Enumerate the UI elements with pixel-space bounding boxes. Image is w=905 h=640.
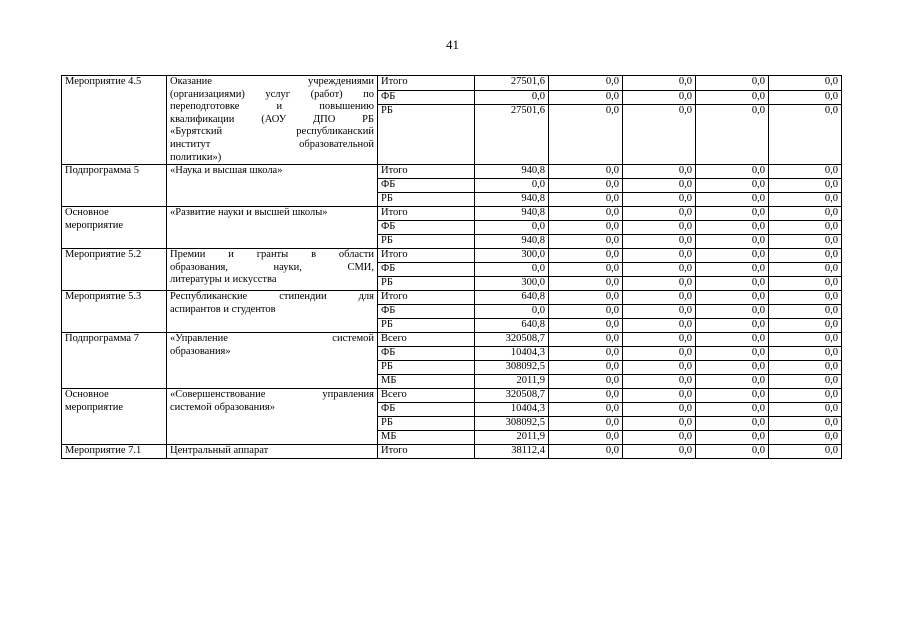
amount-cell: 0,0 bbox=[623, 291, 696, 305]
description-line: переподготовке и повышению bbox=[170, 101, 374, 113]
funding-source-cell: ФБ bbox=[378, 221, 475, 235]
amount-cell: 320508,7 bbox=[475, 333, 549, 347]
amount-cell: 0,0 bbox=[623, 431, 696, 445]
amount-cell: 0,0 bbox=[623, 76, 696, 91]
funding-source-cell: Итого bbox=[378, 76, 475, 91]
amount-cell: 0,0 bbox=[623, 361, 696, 375]
description-line: квалификации (АОУ ДПО РБ bbox=[170, 113, 374, 125]
amount-cell: 940,8 bbox=[475, 235, 549, 249]
amount-cell: 0,0 bbox=[769, 179, 842, 193]
description-line: образования» bbox=[170, 345, 231, 357]
description-line: институт образовательной bbox=[170, 138, 374, 150]
program-name-part: Основное bbox=[65, 207, 109, 219]
amount-cell: 0,0 bbox=[549, 179, 623, 193]
amount-cell: 0,0 bbox=[549, 249, 623, 263]
amount-cell: 0,0 bbox=[696, 179, 769, 193]
amount-cell: 0,0 bbox=[769, 319, 842, 333]
amount-cell: 300,0 bbox=[475, 277, 549, 291]
amount-cell: 0,0 bbox=[769, 403, 842, 417]
amount-cell: 940,8 bbox=[475, 207, 549, 221]
program-description-cell bbox=[167, 76, 378, 165]
program-description-cell bbox=[167, 249, 378, 291]
description-line: Оказание учреждениями bbox=[170, 76, 374, 87]
program-description-cell bbox=[167, 333, 378, 389]
amount-cell: 0,0 bbox=[769, 263, 842, 277]
funding-source-cell: МБ bbox=[378, 431, 475, 445]
amount-cell: 0,0 bbox=[549, 277, 623, 291]
amount-cell: 0,0 bbox=[549, 207, 623, 221]
amount-cell: 0,0 bbox=[696, 249, 769, 263]
amount-cell: 0,0 bbox=[769, 417, 842, 431]
amount-cell: 0,0 bbox=[696, 263, 769, 277]
description-line: литературы и искусства bbox=[170, 274, 277, 286]
funding-source-cell: РБ bbox=[378, 105, 475, 165]
amount-cell: 0,0 bbox=[623, 193, 696, 207]
funding-source-cell: Итого bbox=[378, 291, 475, 305]
amount-cell: 0,0 bbox=[475, 179, 549, 193]
amount-cell: 640,8 bbox=[475, 291, 549, 305]
funding-source-cell: Итого bbox=[378, 445, 475, 459]
amount-cell: 2011,9 bbox=[475, 431, 549, 445]
amount-cell: 0,0 bbox=[549, 417, 623, 431]
amount-cell: 0,0 bbox=[623, 375, 696, 389]
amount-cell: 0,0 bbox=[549, 90, 623, 105]
amount-cell: 0,0 bbox=[549, 221, 623, 235]
description-line: «Совершенствование управления bbox=[170, 389, 374, 401]
amount-cell: 0,0 bbox=[475, 305, 549, 319]
amount-cell: 0,0 bbox=[475, 263, 549, 277]
description-line: Премии и гранты в области bbox=[170, 249, 374, 261]
funding-source-cell: РБ bbox=[378, 417, 475, 431]
amount-cell: 0,0 bbox=[769, 347, 842, 361]
amount-cell: 0,0 bbox=[696, 221, 769, 235]
description-line: образования, науки, СМИ, bbox=[170, 261, 374, 273]
amount-cell: 0,0 bbox=[696, 333, 769, 347]
table-row bbox=[62, 333, 842, 347]
amount-cell: 0,0 bbox=[696, 361, 769, 375]
amount-cell: 0,0 bbox=[549, 305, 623, 319]
funding-source-cell: РБ bbox=[378, 235, 475, 249]
program-name-cell bbox=[62, 249, 167, 291]
funding-source-cell: РБ bbox=[378, 319, 475, 333]
funding-source-cell: ФБ bbox=[378, 347, 475, 361]
amount-cell: 0,0 bbox=[769, 105, 842, 165]
program-name-cell bbox=[62, 389, 167, 445]
amount-cell: 38112,4 bbox=[475, 445, 549, 459]
program-name: Мероприятие 7.1 bbox=[65, 445, 142, 457]
amount-cell: 0,0 bbox=[696, 193, 769, 207]
amount-cell: 0,0 bbox=[623, 277, 696, 291]
amount-cell: 0,0 bbox=[769, 193, 842, 207]
program-description-cell bbox=[167, 445, 378, 459]
amount-cell: 940,8 bbox=[475, 193, 549, 207]
amount-cell: 0,0 bbox=[549, 76, 623, 91]
description-line: «Развитие науки и высшей школы» bbox=[170, 207, 328, 219]
funding-source-cell: ФБ bbox=[378, 90, 475, 105]
amount-cell: 0,0 bbox=[696, 305, 769, 319]
table-row bbox=[62, 207, 842, 221]
table-body bbox=[62, 76, 842, 459]
amount-cell: 10404,3 bbox=[475, 347, 549, 361]
amount-cell: 940,8 bbox=[475, 165, 549, 179]
program-name-cell bbox=[62, 207, 167, 249]
amount-cell: 0,0 bbox=[696, 105, 769, 165]
amount-cell: 0,0 bbox=[769, 291, 842, 305]
amount-cell: 0,0 bbox=[475, 221, 549, 235]
program-name-cell bbox=[62, 333, 167, 389]
amount-cell: 0,0 bbox=[769, 389, 842, 403]
amount-cell: 27501,6 bbox=[475, 105, 549, 165]
amount-cell: 0,0 bbox=[549, 165, 623, 179]
amount-cell: 27501,6 bbox=[475, 76, 549, 91]
program-name-cell bbox=[62, 291, 167, 333]
amount-cell: 0,0 bbox=[769, 277, 842, 291]
program-description-cell bbox=[167, 389, 378, 445]
amount-cell: 0,0 bbox=[549, 193, 623, 207]
amount-cell: 0,0 bbox=[769, 445, 842, 459]
amount-cell: 0,0 bbox=[623, 389, 696, 403]
amount-cell: 0,0 bbox=[549, 389, 623, 403]
amount-cell: 0,0 bbox=[623, 207, 696, 221]
amount-cell: 0,0 bbox=[549, 263, 623, 277]
amount-cell: 0,0 bbox=[623, 179, 696, 193]
program-name-cell bbox=[62, 165, 167, 207]
funding-source-cell: Итого bbox=[378, 165, 475, 179]
page-number: 41 bbox=[446, 37, 459, 52]
amount-cell: 0,0 bbox=[769, 431, 842, 445]
amount-cell: 0,0 bbox=[769, 333, 842, 347]
amount-cell: 0,0 bbox=[623, 417, 696, 431]
amount-cell: 0,0 bbox=[623, 221, 696, 235]
amount-cell: 0,0 bbox=[696, 165, 769, 179]
amount-cell: 0,0 bbox=[549, 333, 623, 347]
amount-cell: 0,0 bbox=[623, 445, 696, 459]
amount-cell: 0,0 bbox=[696, 375, 769, 389]
program-name-part: мероприятие bbox=[65, 219, 123, 231]
amount-cell: 0,0 bbox=[623, 403, 696, 417]
program-name: Подпрограмма 5 bbox=[65, 165, 139, 177]
amount-cell: 0,0 bbox=[549, 319, 623, 333]
amount-cell: 0,0 bbox=[696, 319, 769, 333]
amount-cell: 0,0 bbox=[549, 375, 623, 389]
amount-cell: 0,0 bbox=[623, 105, 696, 165]
amount-cell: 0,0 bbox=[769, 249, 842, 263]
funding-source-cell: РБ bbox=[378, 361, 475, 375]
program-name: Мероприятие 5.2 bbox=[65, 249, 142, 261]
amount-cell: 0,0 bbox=[623, 235, 696, 249]
amount-cell: 0,0 bbox=[696, 235, 769, 249]
funding-source-cell: ФБ bbox=[378, 179, 475, 193]
funding-source-cell: РБ bbox=[378, 277, 475, 291]
amount-cell: 308092,5 bbox=[475, 361, 549, 375]
amount-cell: 0,0 bbox=[696, 431, 769, 445]
amount-cell: 0,0 bbox=[623, 319, 696, 333]
amount-cell: 0,0 bbox=[769, 90, 842, 105]
funding-source-cell: МБ bbox=[378, 375, 475, 389]
table-row bbox=[62, 165, 842, 179]
budget-table bbox=[61, 75, 842, 459]
funding-source-cell: Итого bbox=[378, 207, 475, 221]
funding-source-cell: Всего bbox=[378, 389, 475, 403]
amount-cell: 0,0 bbox=[696, 417, 769, 431]
description-line: Центральный аппарат bbox=[170, 445, 269, 457]
table-row bbox=[62, 389, 842, 403]
amount-cell: 0,0 bbox=[696, 277, 769, 291]
funding-source-cell: ФБ bbox=[378, 263, 475, 277]
funding-source-cell: Всего bbox=[378, 333, 475, 347]
funding-source-cell: ФБ bbox=[378, 305, 475, 319]
amount-cell: 0,0 bbox=[769, 165, 842, 179]
description-line: «Бурятский республиканский bbox=[170, 126, 374, 138]
amount-cell: 0,0 bbox=[623, 165, 696, 179]
amount-cell: 2011,9 bbox=[475, 375, 549, 389]
program-name: Мероприятие 5.3 bbox=[65, 291, 142, 303]
amount-cell: 640,8 bbox=[475, 319, 549, 333]
amount-cell: 320508,7 bbox=[475, 389, 549, 403]
program-description-cell bbox=[167, 291, 378, 333]
program-name: Подпрограмма 7 bbox=[65, 333, 139, 345]
amount-cell: 300,0 bbox=[475, 249, 549, 263]
amount-cell: 0,0 bbox=[769, 361, 842, 375]
amount-cell: 0,0 bbox=[623, 249, 696, 263]
amount-cell: 0,0 bbox=[696, 90, 769, 105]
amount-cell: 0,0 bbox=[549, 361, 623, 375]
funding-source-cell: ФБ bbox=[378, 403, 475, 417]
description-line: системой образования» bbox=[170, 401, 275, 413]
table-row bbox=[62, 445, 842, 459]
program-description-cell bbox=[167, 207, 378, 249]
amount-cell: 0,0 bbox=[769, 235, 842, 249]
amount-cell: 0,0 bbox=[696, 445, 769, 459]
amount-cell: 0,0 bbox=[696, 389, 769, 403]
description-line: (организациями) услуг (работ) по bbox=[170, 88, 374, 100]
table-row bbox=[62, 249, 842, 263]
description-line: Республиканские стипендии для bbox=[170, 291, 374, 303]
amount-cell: 0,0 bbox=[623, 347, 696, 361]
program-name-cell bbox=[62, 445, 167, 459]
program-name-part: Основное bbox=[65, 389, 109, 401]
amount-cell: 0,0 bbox=[696, 76, 769, 91]
description-line: «Управление системой bbox=[170, 333, 374, 345]
amount-cell: 0,0 bbox=[696, 347, 769, 361]
description-line: политики») bbox=[170, 151, 222, 163]
amount-cell: 0,0 bbox=[696, 403, 769, 417]
amount-cell: 308092,5 bbox=[475, 417, 549, 431]
amount-cell: 0,0 bbox=[769, 375, 842, 389]
amount-cell: 0,0 bbox=[623, 305, 696, 319]
table-row bbox=[62, 76, 842, 91]
amount-cell: 0,0 bbox=[549, 105, 623, 165]
amount-cell: 0,0 bbox=[549, 291, 623, 305]
amount-cell: 0,0 bbox=[696, 291, 769, 305]
amount-cell: 0,0 bbox=[549, 235, 623, 249]
amount-cell: 0,0 bbox=[769, 207, 842, 221]
funding-source-cell: РБ bbox=[378, 193, 475, 207]
amount-cell: 0,0 bbox=[623, 90, 696, 105]
description-line: «Наука и высшая школа» bbox=[170, 165, 283, 177]
program-name-cell bbox=[62, 76, 167, 165]
description-line: аспирантов и студентов bbox=[170, 303, 276, 315]
amount-cell: 0,0 bbox=[696, 207, 769, 221]
amount-cell: 0,0 bbox=[623, 263, 696, 277]
program-name-part: мероприятие bbox=[65, 401, 123, 413]
table-row bbox=[62, 291, 842, 305]
amount-cell: 10404,3 bbox=[475, 403, 549, 417]
amount-cell: 0,0 bbox=[549, 347, 623, 361]
amount-cell: 0,0 bbox=[549, 445, 623, 459]
amount-cell: 0,0 bbox=[769, 76, 842, 91]
amount-cell: 0,0 bbox=[475, 90, 549, 105]
amount-cell: 0,0 bbox=[549, 431, 623, 445]
amount-cell: 0,0 bbox=[549, 403, 623, 417]
program-description-cell bbox=[167, 165, 378, 207]
amount-cell: 0,0 bbox=[623, 333, 696, 347]
amount-cell: 0,0 bbox=[769, 221, 842, 235]
funding-source-cell: Итого bbox=[378, 249, 475, 263]
amount-cell: 0,0 bbox=[769, 305, 842, 319]
program-name: Мероприятие 4.5 bbox=[65, 76, 142, 87]
